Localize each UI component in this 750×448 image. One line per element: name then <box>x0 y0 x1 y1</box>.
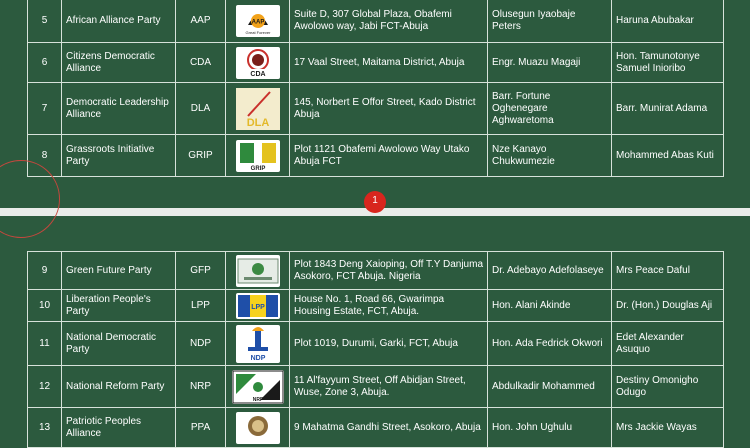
page-number-badge: 1 <box>364 191 386 213</box>
row-number: 9 <box>28 252 62 290</box>
dla-logo <box>236 88 280 130</box>
party-chairman: Hon. Alani Akinde <box>488 290 612 322</box>
party-abbreviation: DLA <box>176 83 226 135</box>
party-secretary: Hon. Tamunotonye Samuel Inioribo <box>612 43 724 83</box>
table-row <box>28 366 724 408</box>
grip-logo <box>236 140 280 172</box>
party-secretary: Mohammed Abas Kuti <box>612 135 724 177</box>
table-row <box>28 252 724 290</box>
party-secretary: Barr. Munirat Adama <box>612 83 724 135</box>
party-address: 145, Norbert E Offor Street, Kado District Abuja <box>290 83 488 135</box>
party-name: Green Future Party <box>62 252 176 290</box>
document-page-1 <box>0 0 750 208</box>
gfp-logo <box>236 255 280 287</box>
party-abbreviation: GFP <box>176 252 226 290</box>
cda-logo <box>236 47 280 79</box>
row-number: 11 <box>28 322 62 366</box>
party-address: 9 Mahatma Gandhi Street, Asokoro, Abuja <box>290 408 488 448</box>
party-abbreviation: CDA <box>176 43 226 83</box>
nrp-logo <box>232 370 284 404</box>
party-name: Liberation People's Party <box>62 290 176 322</box>
table-row <box>28 43 724 83</box>
party-address: 11 Al'fayyum Street, Off Abidjan Street, Wuse, Zone 3, Abuja. <box>290 366 488 408</box>
party-chairman: Engr. Muazu Magaji <box>488 43 612 83</box>
party-abbreviation: GRIP <box>176 135 226 177</box>
aap-logo <box>236 5 280 37</box>
party-chairman: Abdulkadir Mohammed <box>488 366 612 408</box>
table-row <box>28 83 724 135</box>
party-chairman: Hon. John Ughulu <box>488 408 612 448</box>
party-abbreviation: PPA <box>176 408 226 448</box>
document-page-2 <box>0 216 750 439</box>
party-chairman: Barr. Fortune Oghenegare Aghwaretoma <box>488 83 612 135</box>
row-number: 5 <box>28 0 62 43</box>
party-secretary: Destiny Omonigho Odugo <box>612 366 724 408</box>
party-chairman: Nze Kanayo Chukwumezie <box>488 135 612 177</box>
grip-logo-text: GRIP <box>250 165 265 172</box>
ndp-logo-text: NDP <box>250 354 265 362</box>
party-address: Plot 1843 Deng Xaioping, Off T.Y Danjuma Asokoro, FCT Abuja. Nigeria <box>290 252 488 290</box>
aap-logo-text: AAP <box>251 19 264 25</box>
party-name: Citizens Democratic Alliance <box>62 43 176 83</box>
aap-logo-motto: Great Forever <box>245 29 270 35</box>
ndp-logo <box>236 325 280 363</box>
table-row <box>28 0 724 43</box>
party-address: House No. 1, Road 66, Gwarimpa Housing Estate, FCT, Abuja. <box>290 290 488 322</box>
party-secretary: Mrs Jackie Wayas <box>612 408 724 448</box>
party-address: Suite D, 307 Global Plaza, Obafemi Awolowo way, Jabi FCT-Abuja <box>290 0 488 43</box>
party-abbreviation: NRP <box>176 366 226 408</box>
party-secretary: Haruna Abubakar <box>612 0 724 43</box>
party-secretary: Edet Alexander Asuquo <box>612 322 724 366</box>
table-row <box>28 290 724 322</box>
row-number: 13 <box>28 408 62 448</box>
party-address: Plot 1019, Durumi, Garki, FCT, Abuja <box>290 322 488 366</box>
party-address: 17 Vaal Street, Maitama District, Abuja <box>290 43 488 83</box>
row-number: 10 <box>28 290 62 322</box>
party-table-page-1 <box>27 0 724 177</box>
party-name: Grassroots Initiative Party <box>62 135 176 177</box>
party-chairman: Olusegun Iyaobaje Peters <box>488 0 612 43</box>
party-secretary: Mrs Peace Daful <box>612 252 724 290</box>
party-chairman: Dr. Adebayo Adefolaseye <box>488 252 612 290</box>
party-name: African Alliance Party <box>62 0 176 43</box>
party-name: National Democratic Party <box>62 322 176 366</box>
party-abbreviation: LPP <box>176 290 226 322</box>
party-address: Plot 1121 Obafemi Awolowo Way Utako Abuja FCT <box>290 135 488 177</box>
cda-logo-text: CDA <box>249 70 266 78</box>
party-table-page-2 <box>27 251 724 448</box>
party-chairman: Hon. Ada Fedrick Okwori <box>488 322 612 366</box>
party-name: National Reform Party <box>62 366 176 408</box>
dla-logo-text: DLA <box>246 116 269 129</box>
row-number: 12 <box>28 366 62 408</box>
nrp-logo-text: NRP <box>252 396 263 403</box>
party-name: Democratic Leadership Alliance <box>62 83 176 135</box>
party-secretary: Dr. (Hon.) Douglas Aji <box>612 290 724 322</box>
ppa-logo <box>236 412 280 444</box>
row-number: 7 <box>28 83 62 135</box>
lpp-logo-text: LPP <box>250 303 265 311</box>
table-row <box>28 408 724 448</box>
row-number: 6 <box>28 43 62 83</box>
row-number: 8 <box>28 135 62 177</box>
lpp-logo <box>236 293 280 319</box>
table-row <box>28 135 724 177</box>
party-abbreviation: AAP <box>176 0 226 43</box>
party-name: Patriotic Peoples Alliance <box>62 408 176 448</box>
party-abbreviation: NDP <box>176 322 226 366</box>
table-row <box>28 322 724 366</box>
